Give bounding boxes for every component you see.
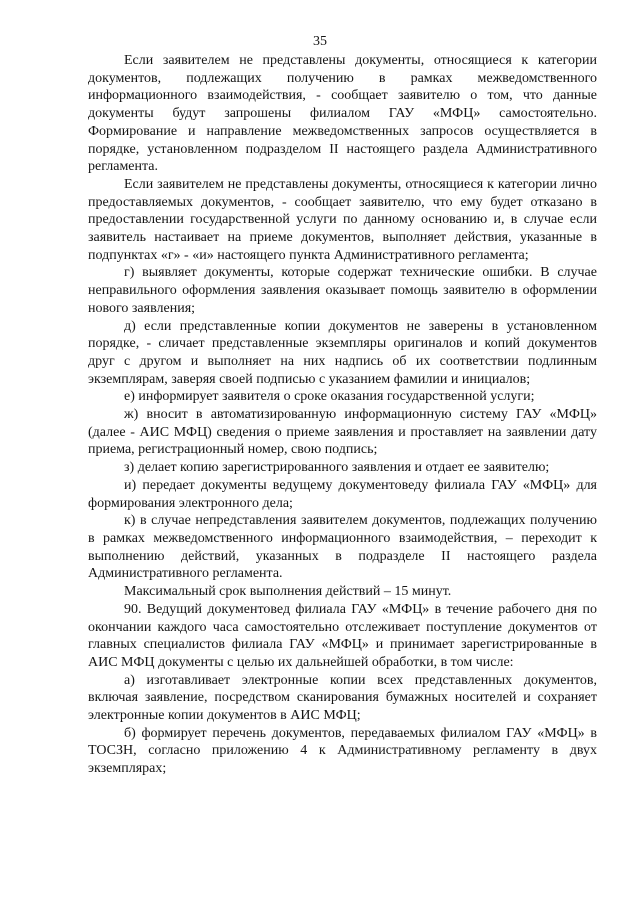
paragraph-section-90: 90. Ведущий документовед филиала ГАУ «МФЦ» в течение рабочего дня по окончании каждого часа самостоятельно отслеживает поступление документов от главных специалистов филиала ГАУ «МФЦ» и принимает зарегистрированные в АИС МФЦ документы с целью их дальнейшей обработки, в том числе: [88,601,597,670]
paragraph-item-d: д) если представленные копии документов не заверены в установленном порядке, - сличает представленные экземпляры оригиналов и копий документов друг с другом и выполняет на них надпись об их соответствии подлинным экземплярам, заверяя своей подписью с указанием фамилии и инициалов; [88,318,597,387]
page-number: 35 [313,34,327,49]
paragraph-item-e: е) информирует заявителя о сроке оказания государственной услуги; [124,389,535,405]
paragraph-item-k: к) в случае непредставления заявителем документов, подлежащих получению в рамках межведомственного информационного взаимодействия, – переходит к выполнению действий, указанных в подразделе II настоящего раздела Административного регламента. [88,513,597,582]
paragraph-item-z: з) делает копию зарегистрированного заявления и отдает ее заявителю; [124,460,550,476]
paragraph-max-duration: Максимальный срок выполнения действий – 15 минут. [124,584,452,600]
paragraph-item-a: а) изготавливает электронные копии всех представленных документов, включая заявление, посредством сканирования бумажных носителей и сохраняет электронные копии документов в АИС МФЦ; [88,672,597,724]
paragraph-missing-interagency-docs: Если заявителем не представлены документы, относящиеся к категории документов, подлежащих получению в рамках межведомственного информационного взаимодействия, - сообщает заявителю о том, что данные документы будут запрошены филиалом ГАУ «МФЦ» самостоятельно. Формирование и направление межведомственных запросов осуществляется в порядке, установленном подразделом II настоящего раздела Административного регламента. [88,53,597,175]
paragraph-missing-personal-docs: Если заявителем не представлены документы, относящиеся к категории лично предоставляемых документов, - сообщает заявителю, что ему будет отказано в предоставлении государственной услуги по данному основанию и, в случае если заявитель настаивает на приеме документов, выполняет действия, указанные в подпунктах «г» - «и» настоящего пункта Административного регламента; [88,176,597,263]
paragraph-item-b: б) формирует перечень документов, передаваемых филиалом ГАУ «МФЦ» в ТОСЗН, согласно приложению 4 к Административному регламенту в двух экземплярах; [88,725,597,777]
paragraph-item-i: и) передает документы ведущему документоведу филиала ГАУ «МФЦ» для формирования электронного дела; [88,477,597,511]
paragraph-item-g: г) выявляет документы, которые содержат технические ошибки. В случае неправильного оформления заявления оказывает помощь заявителю в оформлении нового заявления; [88,265,597,316]
paragraph-item-zh: ж) вносит в автоматизированную информационную систему ГАУ «МФЦ» (далее - АИС МФЦ) сведения о приеме заявления и проставляет на заявлении дату приема, регистрационный номер, свою подпись; [88,407,597,458]
document-body [88,52,597,778]
